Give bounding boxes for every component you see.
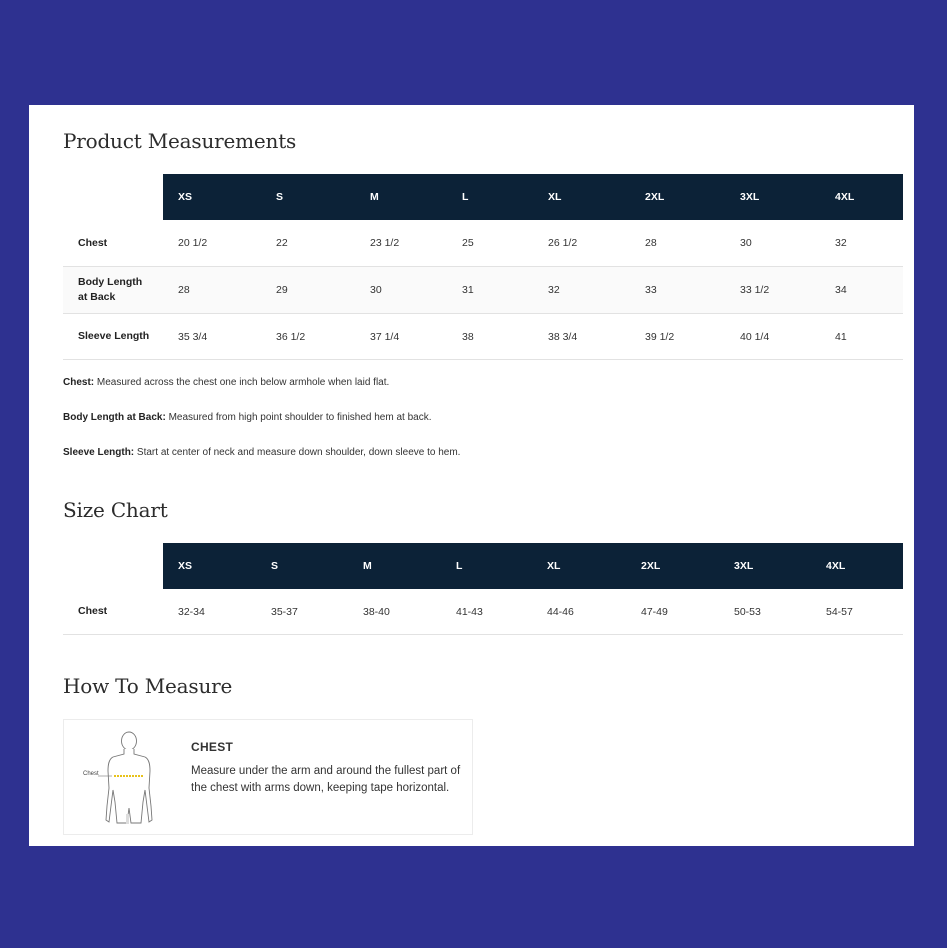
header-corner-cell	[63, 543, 163, 589]
table-cell: 25	[447, 220, 533, 267]
table-cell: 38 3/4	[533, 314, 630, 360]
figure-chest-label: Chest	[83, 771, 99, 777]
table-cell: 38-40	[348, 589, 441, 635]
size-header-3xl: 3XL	[725, 174, 820, 220]
table-cell: 34	[820, 267, 903, 314]
note-chest: Chest: Measured across the chest one inch below armhole when laid flat.	[63, 377, 390, 388]
size-chart-table	[63, 543, 903, 635]
row-label: Chest	[63, 589, 163, 635]
content-panel	[29, 105, 914, 846]
how-to-measure-title: How To Measure	[63, 674, 233, 698]
measure-description: Measure under the arm and around the fullest part of the chest with arms down, keeping tape horizontal.	[191, 765, 461, 794]
table-cell: 32	[533, 267, 630, 314]
product-measurements-table	[63, 174, 903, 360]
table-cell: 35 3/4	[163, 314, 261, 360]
table-cell: 28	[630, 220, 725, 267]
row-label: Chest	[63, 220, 163, 267]
table-cell: 29	[261, 267, 355, 314]
table-cell: 54-57	[811, 589, 903, 635]
table-cell: 35-37	[256, 589, 348, 635]
row-label: Sleeve Length	[63, 314, 163, 360]
size-chart-title: Size Chart	[63, 498, 168, 522]
table-cell: 23 1/2	[355, 220, 447, 267]
table-cell: 44-46	[532, 589, 626, 635]
size-header-l: L	[447, 174, 533, 220]
how-to-measure-card	[63, 719, 473, 835]
table-cell: 39 1/2	[630, 314, 725, 360]
note-sleeve-length: Sleeve Length: Start at center of neck and measure down shoulder, down sleeve to hem.	[63, 447, 461, 458]
size-header-m: M	[348, 543, 441, 589]
row-label: Body Length at Back	[63, 267, 163, 314]
table-cell: 41-43	[441, 589, 532, 635]
size-header-2xl: 2XL	[626, 543, 719, 589]
table-cell: 20 1/2	[163, 220, 261, 267]
size-header-2xl: 2XL	[630, 174, 725, 220]
size-header-4xl: 4XL	[811, 543, 903, 589]
measure-heading: CHEST	[191, 740, 234, 754]
size-header-xs: XS	[163, 543, 256, 589]
size-header-4xl: 4XL	[820, 174, 903, 220]
size-header-xl: XL	[532, 543, 626, 589]
table-cell: 30	[355, 267, 447, 314]
measurement-notes	[63, 376, 460, 481]
table-cell: 50-53	[719, 589, 811, 635]
table-cell: 37 1/4	[355, 314, 447, 360]
table-cell: 31	[447, 267, 533, 314]
table-cell: 26 1/2	[533, 220, 630, 267]
table-cell: 47-49	[626, 589, 719, 635]
size-header-3xl: 3XL	[719, 543, 811, 589]
table-cell: 36 1/2	[261, 314, 355, 360]
table-cell: 32	[820, 220, 903, 267]
table-cell: 28	[163, 267, 261, 314]
size-header-xs: XS	[163, 174, 261, 220]
size-header-m: M	[355, 174, 447, 220]
product-measurements-title: Product Measurements	[63, 129, 297, 153]
size-header-xl: XL	[533, 174, 630, 220]
header-corner-cell	[63, 174, 163, 220]
table-cell: 30	[725, 220, 820, 267]
size-header-l: L	[441, 543, 532, 589]
table-cell: 40 1/4	[725, 314, 820, 360]
chest-measure-figure-icon	[78, 726, 158, 830]
note-body-length: Body Length at Back: Measured from high point shoulder to finished hem at back.	[63, 412, 432, 423]
table-cell: 22	[261, 220, 355, 267]
size-header-s: S	[261, 174, 355, 220]
size-header-s: S	[256, 543, 348, 589]
table-cell: 33 1/2	[725, 267, 820, 314]
table-cell: 33	[630, 267, 725, 314]
table-cell: 41	[820, 314, 903, 360]
table-cell: 32-34	[163, 589, 256, 635]
table-cell: 38	[447, 314, 533, 360]
